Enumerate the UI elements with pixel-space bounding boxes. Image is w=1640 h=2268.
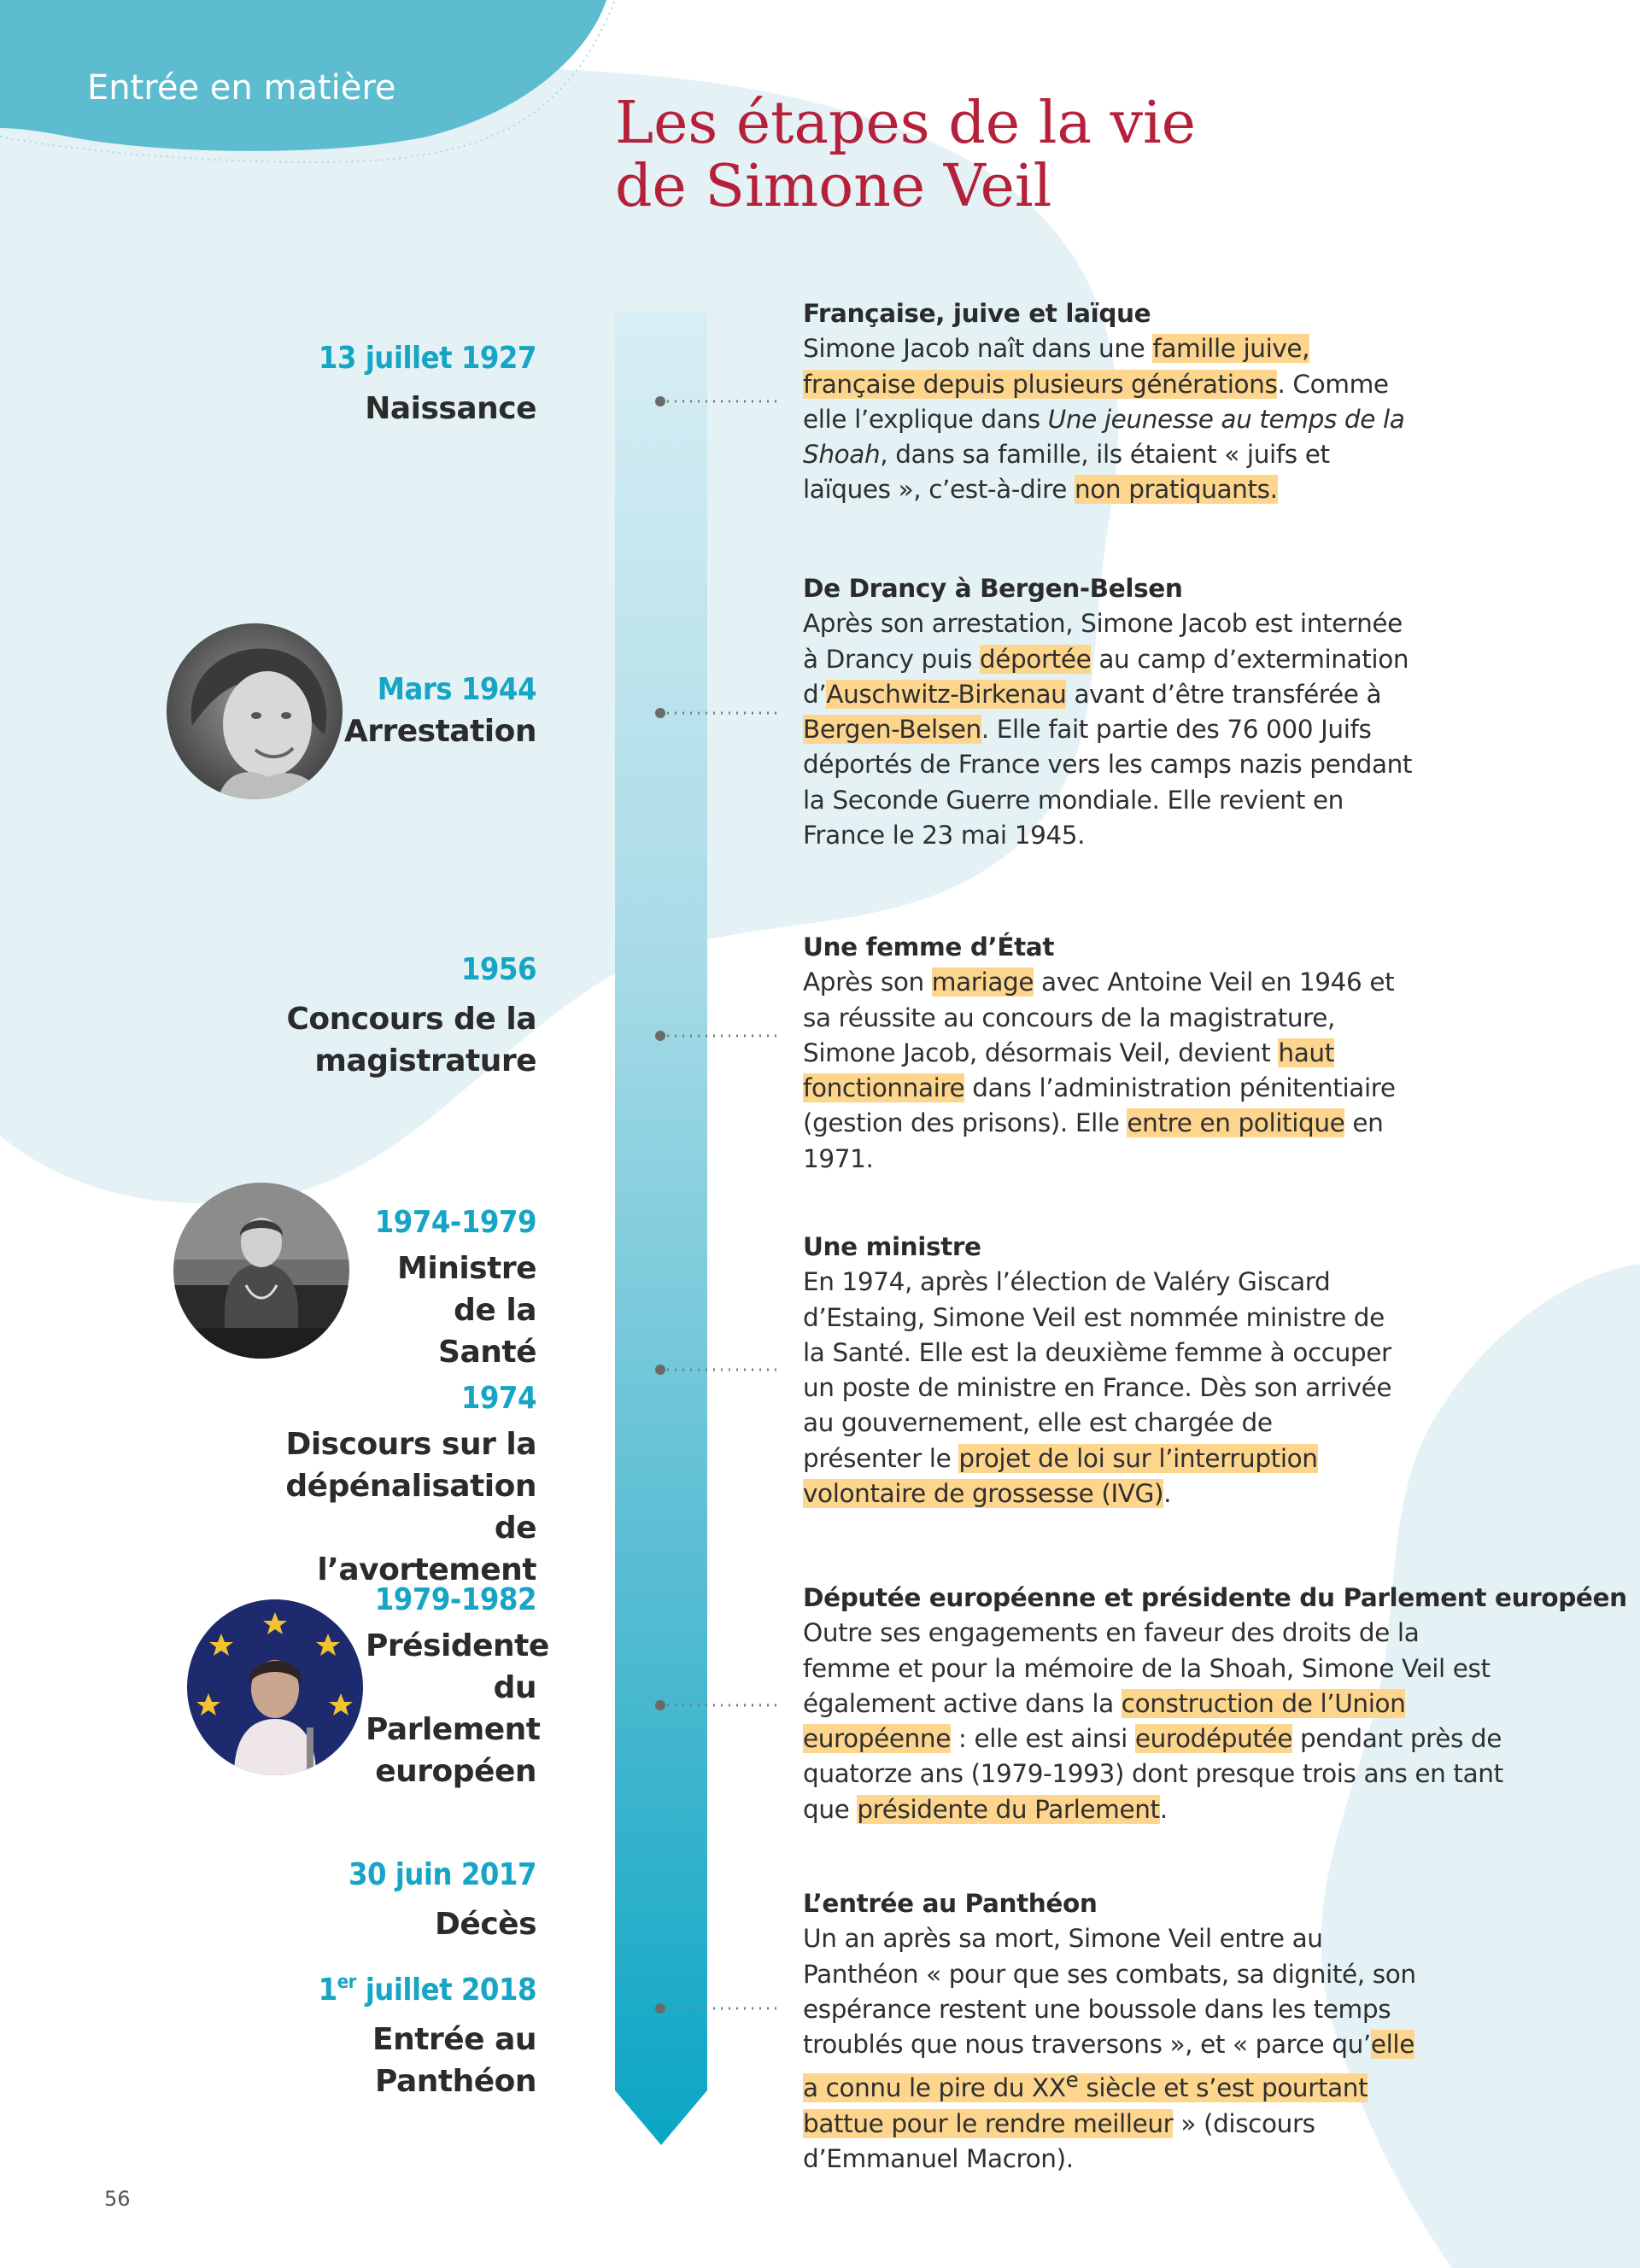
timeline-entry-3-label: [280, 950, 536, 1082]
timeline-entry-2-text: [803, 571, 1640, 853]
timeline-entry-1-text: [803, 296, 1640, 508]
timeline-entry-6-text: [803, 1886, 1640, 2177]
page-title-line-1: Les étapes de la vie: [615, 90, 1196, 157]
date-label: 1956: [460, 952, 536, 987]
event-label: Naissance: [365, 391, 536, 426]
highlighted-phrase: famille juive, française depuis plusieurs générations: [803, 334, 1310, 399]
photo-assemblee-1974: [173, 1183, 349, 1359]
entry-body: Après son mariage avec Antoine Veil en 1946 et sa réussite au concours de la magistrature, Simone Jacob, désormais Veil, devient haut fonctionnaire dans l’administration pénitentiaire (gestion des prisons). Elle entre en politique en 1971.: [803, 967, 1396, 1173]
event-label: Ministre de la Santé: [397, 1251, 536, 1370]
highlighted-phrase: présidente du Parlement: [857, 1794, 1160, 1824]
timeline-arrow: [615, 313, 707, 2145]
event-label: Arrestation: [343, 714, 536, 749]
date-label: 13 juillet 1927: [318, 341, 536, 376]
date-label: Mars 1944: [377, 672, 536, 707]
event-label: Décès: [435, 1907, 536, 1942]
highlighted-phrase: Bergen-Belsen: [803, 715, 981, 745]
entry-body: Outre ses engagements en faveur des droits de la femme et pour la mémoire de la Shoah, Simone Veil est également active dans la construction de l’Union européenne : elle est ainsi eurodéputée pendant près de quatorze ans (1979-1993) dont presque trois ans en tant que présidente du Parlement.: [803, 1618, 1503, 1824]
date-label: 30 juin 2017: [348, 1857, 536, 1892]
highlighted-phrase: déportée: [979, 644, 1092, 674]
event-label-2: Entrée au Panthéon: [372, 2022, 536, 2099]
date-label-2: 1er juillet 2018: [318, 1972, 536, 2008]
entry-body: En 1974, après l’élection de Valéry Giscard d’Estaing, Simone Veil est nommée ministre de la Santé. Elle est la deuxième femme à occuper un poste de ministre en France. Dès son arrivée au gouvernement, elle est chargée de présenter le projet de loi sur l’interruption volontaire de grossesse (IVG).: [803, 1267, 1392, 1509]
event-label: Présidente du Parlement européen: [366, 1628, 549, 1789]
entry-heading: De Drancy à Bergen-Belsen: [803, 574, 1183, 603]
date-label: 1979-1982: [374, 1582, 536, 1617]
timeline-entry-5-label: [366, 1580, 549, 1792]
entry-body: Simone Jacob naît dans une famille juive, française depuis plusieurs générations. Comme elle l’explique dans Une jeunesse au temps de la Shoah, dans sa famille, ils étaient « juifs et laïques », c’est-à-dire non pratiquants.: [803, 334, 1405, 505]
highlighted-phrase: Auschwitz-Birkenau: [826, 679, 1067, 709]
highlighted-phrase: mariage: [931, 967, 1034, 997]
entry-body: Après son arrestation, Simone Jacob est internée à Drancy puis déportée au camp d’extermination d’Auschwitz-Birkenau avant d’être transférée à Bergen-Belsen. Elle fait partie des 76 000 Juifs déportés de France vers les camps nazis pendant la Seconde Guerre mondiale. Elle revient en France le 23 mai 1945.: [803, 609, 1413, 850]
event-label: Concours de la magistrature: [286, 1002, 536, 1078]
timeline-entry-2-label: [344, 669, 536, 752]
highlighted-phrase: elle a connu le pire du XXe siècle et s’est pourtant battue pour le rendre meilleur: [803, 2030, 1414, 2138]
entry-heading: Députée européenne et présidente du Parlement européen: [803, 1583, 1627, 1612]
highlighted-phrase: projet de loi sur l’interruption volontaire de grossesse (IVG): [803, 1443, 1318, 1509]
entry-heading: Une ministre: [803, 1232, 981, 1261]
entry-body: Un an après sa mort, Simone Veil entre au Panthéon « pour que ses combats, sa dignité, son espérance restent une boussole dans les temps troublés que nous traversons », et « parce qu’elle a connu le pire du XXe siècle et s’est pourtant battue pour le rendre meilleur » (discours d’Emmanuel Macron).: [803, 1924, 1416, 2173]
entry-heading: L’entrée au Panthéon: [803, 1889, 1098, 1918]
page-title: [615, 92, 1469, 219]
date-label-2: 1974: [460, 1381, 536, 1416]
highlighted-phrase: haut fonctionnaire: [803, 1038, 1334, 1103]
date-label: 1974-1979: [374, 1205, 536, 1240]
highlighted-phrase: non pratiquants.: [1074, 475, 1278, 505]
timeline-entry-3-text: [803, 930, 1640, 1177]
page-number: 56: [104, 2187, 131, 2211]
event-label-2: Discours sur la dépénalisation de l’avortement: [285, 1427, 536, 1587]
entry-heading: Française, juive et laïque: [803, 299, 1151, 328]
highlighted-phrase: construction de l’Union européenne: [803, 1688, 1406, 1754]
timeline-entry-4-text: [803, 1230, 1640, 1511]
photo-parlement-europeen: [187, 1599, 363, 1775]
highlighted-phrase: eurodéputée: [1134, 1724, 1293, 1754]
timeline-entry-6-label: [319, 1855, 536, 2102]
section-label: Entrée en matière: [87, 68, 396, 108]
page-title-line-2: de Simone Veil: [615, 153, 1052, 220]
photo-portrait-1944: [167, 623, 343, 799]
timeline-entry-1-label: [319, 338, 536, 430]
highlighted-phrase: entre en politique: [1127, 1108, 1345, 1138]
entry-heading: Une femme d’État: [803, 932, 1055, 962]
timeline-entry-5-text: [803, 1581, 1640, 1827]
